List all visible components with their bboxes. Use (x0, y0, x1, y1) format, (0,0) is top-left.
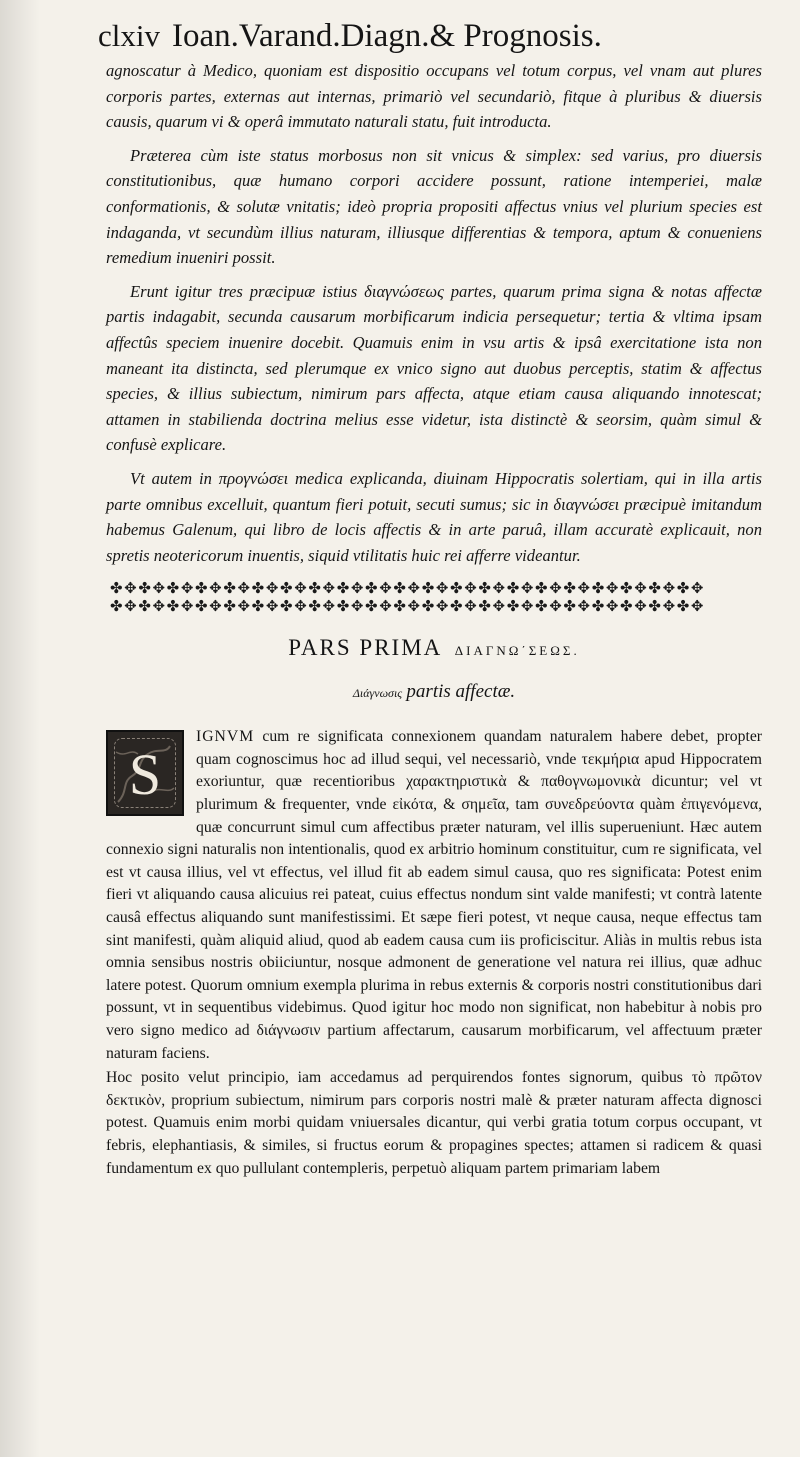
paragraph (106, 726, 762, 1065)
running-head (98, 14, 762, 58)
section-heading (106, 630, 762, 669)
folio-number: clxiv (98, 18, 160, 53)
initial-letter: S (128, 742, 162, 808)
paragraph-text: cum re significata connexionem quandam naturalem habere debet, propter quam cognoscimus hoc ad illud sequi, vel necessariò, vnde τεκμήρια apud Hippocratem exoriuntur, quæ recentioribus χαρακτηριστικὰ & παθογνωμονικὰ dicuntur; vel vt plurimum & frequenter, vnde εἰκότα, & σημεῖα, tam συνεδρεύοντα quàm ἐπιγενόμενα, quæ concurrunt simul cum affectibus præter naturam, vel illis superueniunt. Hæc autem connexio signi naturalis non intentionalis, quod ex arbitrio hominum constituitur, cum re significata, vel est vt causa illius, vel vt effectus, vel illud fit ab eadem simul causa, quo res significata: Potest enim fieri vt aliquando causa alicuius rei pateat, cuius effectus nondum sint valde manifesti; vt contrà latente causâ effectus aliquando sunt manifestissimi. Et sæpe fieri potest, vt neque causa, neque effectus tam sint manifesti, quàm aliquid aliud, quod ab eadem causa cum iis proficiscitur. Aliàs in multis rebus ista omnia sensibus nostris obiiciuntur, nosque admonent de generatione vel natura rei illius, quæ adhuc latere potest. Quorum omnium exempla plurima in rebus externis & corporis nostri constitutionibus dari possunt, vt in sequentibus videbimus. Quod igitur hoc modo non significat, non habebitur à nobis pro vero signo medico ad διάγνωσιν partium affectarum, causarum morbificarum, vel affectuum præter naturam faciens. (106, 728, 763, 1062)
paragraph: Præterea cùm iste status morbosus non sit vnicus & simplex: sed varius, pro diuersis constitutionibus, quæ humano corpori accidere possunt, ratione intemperiei, malæ conformationis, & solutæ vnitatis; ideò propria propositi affectus vnius vel plurium species est indaganda, vt secundùm illius naturam, illiusque differentias & tempora, aptum & conueniens remedium inueniri possit. (106, 145, 762, 268)
running-title: Ioan.Varand.Diagn.& Prognosis. (172, 18, 602, 54)
roman-text-block (106, 726, 762, 1180)
section-subtitle (106, 679, 762, 706)
section-title: PARS PRIMA (288, 635, 442, 661)
lead-word: IGNVM (196, 728, 255, 746)
initial-letter-art (108, 732, 182, 814)
paragraph: Hoc posito velut principio, iam accedamus ad perquirendos fontes signorum, quibus τὸ πρῶτον δεκτικὸν, proprium subiectum, nimirum pars corporis nostri malè & præter naturam affecta dignosci potest. Quamuis enim morbi quidam vniuersales dicantur, qui verbi gratia totum corpus occupant, vt febris, elephantiasis, & similes, si fructus eorum & propagines spectes; attamen si radicem & quasi fundamentum ex quo pullulant contempleris, perpetuò aliquam partem primariam labem (106, 1069, 762, 1177)
paragraph: agnoscatur à Medico, quoniam est dispositio occupans vel totum corpus, vel vnam aut plures corporis partes, externas aut internas, primariò vel secundariò, fitque à pluribus & diuersis causis, quarum vi & operâ immutato naturali statu, fuit introducta. (106, 61, 762, 132)
paragraph: Erunt igitur tres præcipuæ istius διαγνώσεως partes, quarum prima signa & notas affectæ partis indagabit, secunda causarum morbificarum indicia persequetur; tertia & vltima ipsam affectûs speciem inuenire docebit. Quamuis enim in vsu artis & ipsâ exercitatione ista non maneant ita distincta, sed plerumque ex vnico signo aut duobus perceptis, statim & affectus species, & illius subiectum, nimirum pars affecta, atque etiam causa aliquando innotescat; attamen in stabilienda doctrina melius esse videtur, ista distinctè & seorsim, quàm simul & confusè explicare. (106, 281, 762, 455)
ornament-row: ✤✥✤✥✤✥✤✥✤✥✤✥✤✥✤✥✤✥✤✥✤✥✤✥✤✥✤✥✤✥✤✥✤✥✤✥✤✥✤✥✤✥ (110, 599, 706, 616)
ornamental-band (110, 580, 762, 616)
subtitle-greek: Διάγνωσις (352, 686, 403, 701)
historiated-initial (106, 730, 184, 816)
paragraph: Vt autem in προγνώσει medica explicanda, diuinam Hippocratis solertiam, qui in illa artis parte omnibus excelluit, quantum fieri potuit, secuti sumus; sic in διαγνώσει præcipuè imitandum habemus Galenum, qui libro de locis affectis & in arte paruâ, illam accuratè explicauit, non spretis neotericorum inuentis, siquid vtilitatis huic rei afferre videantur. (106, 468, 762, 565)
italic-text-block (106, 58, 762, 568)
section-title-greek: ΔΙΑΓΝΩ΄ΣΕΩΣ. (454, 643, 580, 659)
ornament-row: ✤✥✤✥✤✥✤✥✤✥✤✥✤✥✤✥✤✥✤✥✤✥✤✥✤✥✤✥✤✥✤✥✤✥✤✥✤✥✤✥✤✥ (110, 581, 706, 598)
subtitle-latin: partis affectæ. (406, 681, 516, 703)
